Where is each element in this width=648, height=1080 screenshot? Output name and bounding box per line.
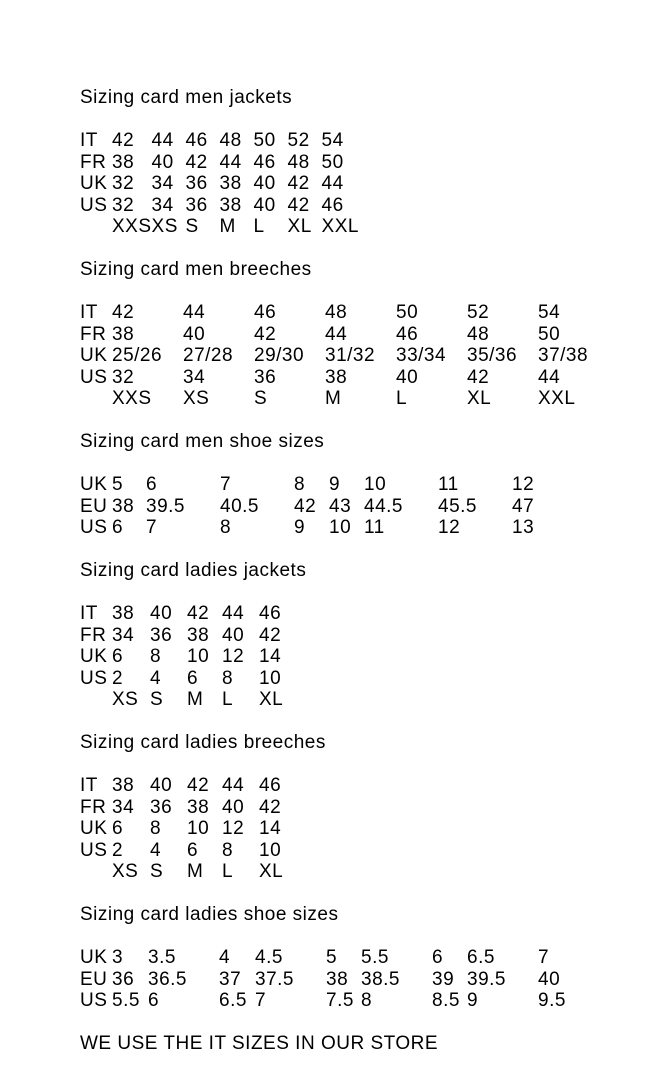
size-value: XXS xyxy=(112,216,152,237)
size-value: 38 xyxy=(219,173,242,194)
size-value: M xyxy=(187,861,204,882)
size-value: 8.5 xyxy=(432,990,460,1011)
size-row xyxy=(80,818,299,840)
size-row xyxy=(80,797,299,819)
size-row xyxy=(80,668,299,690)
region-label: FR xyxy=(80,796,107,818)
section-title: Sizing card men shoe sizes xyxy=(80,431,325,452)
size-value: 37/38 xyxy=(538,345,589,366)
size-value: 7 xyxy=(538,947,550,968)
size-value: 34 xyxy=(112,796,135,818)
size-value: 44 xyxy=(151,130,174,151)
region-label: US xyxy=(80,194,108,216)
region-label: IT xyxy=(80,603,98,624)
size-value: XS xyxy=(112,861,139,882)
size-value: 12 xyxy=(222,818,245,839)
size-value: 7 xyxy=(255,990,267,1011)
size-value: 38 xyxy=(325,366,348,388)
size-value: 6 xyxy=(187,667,199,689)
size-row xyxy=(80,775,299,797)
size-value: 44 xyxy=(219,151,242,173)
size-row xyxy=(80,646,299,668)
size-row xyxy=(80,216,362,238)
size-value: XXL xyxy=(321,216,359,237)
size-value: XL xyxy=(259,861,284,882)
size-value: 8 xyxy=(220,517,232,538)
size-value: L xyxy=(222,689,234,710)
region-label: UK xyxy=(80,646,108,667)
size-value: 40 xyxy=(150,603,173,624)
size-row xyxy=(80,625,299,647)
size-value: 7 xyxy=(146,517,158,538)
size-value: 50 xyxy=(538,323,561,345)
size-row xyxy=(80,969,578,991)
size-value: 12 xyxy=(512,474,535,495)
size-value: 7.5 xyxy=(326,990,354,1011)
section-ladies-jackets xyxy=(80,560,628,711)
size-value: 38 xyxy=(187,624,210,646)
size-value: 2 xyxy=(112,667,124,689)
size-value: 42 xyxy=(259,624,282,646)
size-value: 47 xyxy=(512,495,535,517)
size-value: L xyxy=(253,216,265,237)
size-value: 52 xyxy=(287,130,310,151)
size-value: 36 xyxy=(185,173,208,194)
size-value: 54 xyxy=(538,302,561,323)
size-value: 40 xyxy=(151,151,174,173)
size-row xyxy=(80,517,552,539)
size-value: 42 xyxy=(254,323,277,345)
size-value: 5.5 xyxy=(361,947,389,968)
size-value: 48 xyxy=(467,323,490,345)
region-label: IT xyxy=(80,775,98,796)
region-label xyxy=(80,388,112,410)
size-value: 46 xyxy=(253,151,276,173)
size-value: 44 xyxy=(222,775,245,796)
size-value: 4 xyxy=(219,947,231,968)
region-label xyxy=(80,216,112,238)
size-value: XS xyxy=(151,216,178,237)
size-value: 29/30 xyxy=(254,345,305,366)
size-value: 36 xyxy=(185,194,208,216)
size-value: XS xyxy=(112,689,139,710)
size-value: 42 xyxy=(259,796,282,818)
size-row xyxy=(80,345,598,367)
size-row xyxy=(80,689,299,711)
size-value: 36 xyxy=(150,624,173,646)
size-value: XS xyxy=(183,388,210,409)
size-value: 6 xyxy=(432,947,444,968)
size-value: 36 xyxy=(112,968,135,990)
size-value: 6 xyxy=(146,474,158,495)
region-label xyxy=(80,861,112,883)
size-value: 38 xyxy=(219,194,242,216)
size-row xyxy=(80,173,362,195)
size-value: 44 xyxy=(321,173,344,194)
size-value: 32 xyxy=(112,366,135,388)
size-value: 34 xyxy=(151,173,174,194)
size-value: 6 xyxy=(148,990,160,1011)
size-value: 40 xyxy=(253,194,276,216)
region-label xyxy=(80,689,112,711)
size-value: 39.5 xyxy=(146,495,185,517)
size-row xyxy=(80,152,362,174)
size-value: 50 xyxy=(396,302,419,323)
size-value: 38 xyxy=(112,323,135,345)
size-value: 12 xyxy=(438,517,461,538)
section-title: Sizing card men jackets xyxy=(80,87,293,108)
size-table xyxy=(80,775,299,883)
size-row xyxy=(80,947,578,969)
size-value: 14 xyxy=(259,818,282,839)
size-table xyxy=(80,302,598,410)
size-value: 34 xyxy=(151,194,174,216)
size-value: L xyxy=(222,861,234,882)
size-row xyxy=(80,367,598,389)
region-label: IT xyxy=(80,302,98,323)
size-value: 38.5 xyxy=(361,968,400,990)
size-row xyxy=(80,603,299,625)
size-value: 38 xyxy=(112,603,135,624)
region-label: UK xyxy=(80,173,108,194)
section-men-breeches xyxy=(80,259,628,410)
size-value: 44.5 xyxy=(364,495,403,517)
size-value: 54 xyxy=(321,130,344,151)
size-value: L xyxy=(396,388,408,409)
size-value: 39 xyxy=(432,968,455,990)
region-label: US xyxy=(80,366,108,388)
size-value: 10 xyxy=(187,818,210,839)
size-value: 6 xyxy=(112,646,124,667)
size-row xyxy=(80,388,598,410)
size-value: 46 xyxy=(185,130,208,151)
region-label: UK xyxy=(80,818,108,839)
size-table xyxy=(80,474,552,539)
size-value: 34 xyxy=(112,624,135,646)
size-value: 13 xyxy=(512,517,535,538)
region-label: FR xyxy=(80,323,107,345)
region-label: IT xyxy=(80,130,98,151)
region-label: FR xyxy=(80,151,107,173)
size-value: 4.5 xyxy=(255,947,283,968)
size-value: 10 xyxy=(364,474,387,495)
size-value: 5 xyxy=(326,947,338,968)
size-value: 6 xyxy=(112,517,124,538)
size-value: 11 xyxy=(364,517,385,538)
size-value: 46 xyxy=(254,302,277,323)
region-label: EU xyxy=(80,968,108,990)
size-value: 5.5 xyxy=(112,990,140,1011)
section-ladies-breeches xyxy=(80,732,628,883)
size-value: S xyxy=(150,861,164,882)
size-value: 11 xyxy=(438,474,459,495)
size-value: 8 xyxy=(361,990,373,1011)
size-value: 42 xyxy=(294,495,317,517)
size-value: 45.5 xyxy=(438,495,477,517)
size-row xyxy=(80,324,598,346)
size-value: 9.5 xyxy=(538,990,566,1011)
size-row xyxy=(80,861,299,883)
size-row xyxy=(80,990,578,1012)
size-row xyxy=(80,840,299,862)
size-value: 42 xyxy=(185,151,208,173)
size-value: 10 xyxy=(259,839,282,861)
size-value: 52 xyxy=(467,302,490,323)
size-value: 40 xyxy=(538,968,561,990)
size-row xyxy=(80,474,552,496)
region-label: FR xyxy=(80,624,107,646)
size-value: 36 xyxy=(150,796,173,818)
size-value: 43 xyxy=(329,495,352,517)
size-value: 40.5 xyxy=(220,495,259,517)
size-row xyxy=(80,195,362,217)
size-value: 6 xyxy=(187,839,199,861)
size-value: S xyxy=(254,388,268,409)
size-value: XL xyxy=(467,388,492,409)
section-men-shoe-sizes xyxy=(80,431,628,539)
size-value: 10 xyxy=(259,667,282,689)
size-value: 36.5 xyxy=(148,968,187,990)
section-title: Sizing card ladies breeches xyxy=(80,732,326,753)
size-value: 27/28 xyxy=(183,345,234,366)
size-value: S xyxy=(185,216,199,237)
size-value: 42 xyxy=(187,603,210,624)
size-value: 38 xyxy=(187,796,210,818)
size-value: 8 xyxy=(294,474,306,495)
size-value: XL xyxy=(287,216,312,237)
size-value: 32 xyxy=(112,194,135,216)
size-value: 9 xyxy=(467,990,479,1011)
region-label: US xyxy=(80,517,108,538)
size-value: 4 xyxy=(150,839,162,861)
size-value: 36 xyxy=(254,366,277,388)
size-value: 10 xyxy=(329,517,352,538)
size-value: 31/32 xyxy=(325,345,376,366)
region-label: US xyxy=(80,667,108,689)
size-value: 8 xyxy=(222,667,234,689)
region-label: UK xyxy=(80,474,108,495)
size-value: M xyxy=(325,388,342,409)
size-value: 40 xyxy=(253,173,276,194)
size-value: XXL xyxy=(538,388,576,409)
section-men-jackets xyxy=(80,87,628,238)
size-row xyxy=(80,130,362,152)
region-label: US xyxy=(80,839,108,861)
size-value: 50 xyxy=(253,130,276,151)
size-value: 42 xyxy=(112,302,135,323)
store-sizes-note: WE USE THE IT SIZES IN OUR STORE xyxy=(80,1033,439,1054)
size-value: 42 xyxy=(467,366,490,388)
size-table xyxy=(80,130,362,238)
size-value: 6.5 xyxy=(219,990,247,1011)
size-value: M xyxy=(187,689,204,710)
size-value: 46 xyxy=(259,775,282,796)
size-value: 44 xyxy=(325,323,348,345)
size-value: 9 xyxy=(294,517,306,538)
size-value: 46 xyxy=(259,603,282,624)
size-value: 50 xyxy=(321,151,344,173)
size-value: 10 xyxy=(187,646,210,667)
region-label: UK xyxy=(80,345,108,366)
size-value: 44 xyxy=(222,603,245,624)
size-value: 38 xyxy=(326,968,349,990)
size-value: 48 xyxy=(325,302,348,323)
size-row xyxy=(80,496,552,518)
section-title: Sizing card ladies jackets xyxy=(80,560,307,581)
size-value: 44 xyxy=(538,366,561,388)
size-value: 46 xyxy=(396,323,419,345)
size-value: 39.5 xyxy=(467,968,506,990)
section-ladies-shoe-sizes xyxy=(80,904,628,1012)
size-value: 34 xyxy=(183,366,206,388)
size-value: M xyxy=(219,216,236,237)
size-value: 42 xyxy=(287,173,310,194)
size-value: 8 xyxy=(222,839,234,861)
size-value: 42 xyxy=(187,775,210,796)
size-value: 40 xyxy=(222,796,245,818)
size-value: 3.5 xyxy=(148,947,176,968)
section-title: Sizing card ladies shoe sizes xyxy=(80,904,339,925)
size-value: 3 xyxy=(112,947,124,968)
sizing-sections xyxy=(80,87,628,1012)
size-value: 25/26 xyxy=(112,345,163,366)
size-value: 44 xyxy=(183,302,206,323)
size-value: 40 xyxy=(183,323,206,345)
size-value: 35/36 xyxy=(467,345,518,366)
region-label: EU xyxy=(80,495,108,517)
size-value: 5 xyxy=(112,474,124,495)
size-value: 6.5 xyxy=(467,947,495,968)
region-label: UK xyxy=(80,947,108,968)
size-value: XXS xyxy=(112,388,152,409)
size-value: 9 xyxy=(329,474,341,495)
size-value: 8 xyxy=(150,646,162,667)
size-value: 33/34 xyxy=(396,345,447,366)
size-value: 48 xyxy=(219,130,242,151)
size-value: 38 xyxy=(112,775,135,796)
size-table xyxy=(80,947,578,1012)
size-value: 8 xyxy=(150,818,162,839)
size-value: 40 xyxy=(150,775,173,796)
size-value: 6 xyxy=(112,818,124,839)
size-value: 42 xyxy=(112,130,135,151)
size-table xyxy=(80,603,299,711)
size-value: S xyxy=(150,689,164,710)
size-value: 14 xyxy=(259,646,282,667)
size-value: 40 xyxy=(222,624,245,646)
size-value: 46 xyxy=(321,194,344,216)
size-value: 42 xyxy=(287,194,310,216)
section-title: Sizing card men breeches xyxy=(80,259,312,280)
size-value: XL xyxy=(259,689,284,710)
size-value: 4 xyxy=(150,667,162,689)
size-value: 37.5 xyxy=(255,968,294,990)
size-row xyxy=(80,302,598,324)
size-value: 2 xyxy=(112,839,124,861)
size-value: 40 xyxy=(396,366,419,388)
size-value: 32 xyxy=(112,173,135,194)
size-value: 38 xyxy=(112,151,135,173)
size-value: 12 xyxy=(222,646,245,667)
region-label: US xyxy=(80,990,108,1011)
size-value: 7 xyxy=(220,474,232,495)
size-value: 38 xyxy=(112,495,135,517)
size-value: 37 xyxy=(219,968,242,990)
size-value: 48 xyxy=(287,151,310,173)
